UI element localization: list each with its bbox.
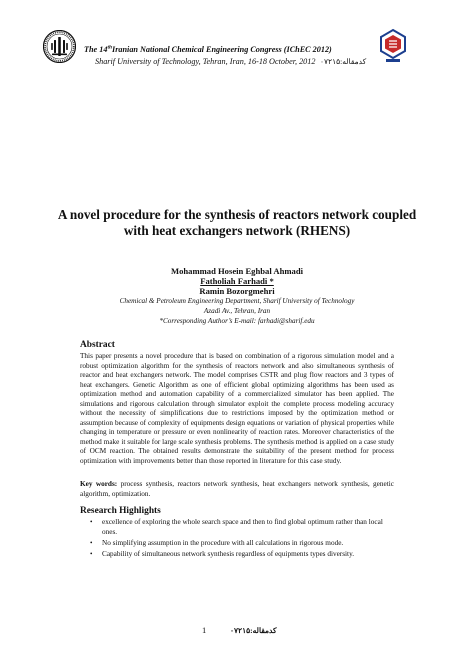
paper-title-line2: with heat exchangers network (RHENS) bbox=[123, 223, 351, 238]
abstract-body: This paper presents a novel procedure that is based on combination of a rigorous simulation model and a robust optimization algorithm for the synthesis of reactors network and also simultaneous synthesis of reactor and heat exchangers network. The model comprises CSTR and plug flow reactors and 3 types of heat exchangers. Genetic Algorithm as one of efficient global optimizing algorithms has been used as optimization method and automation capability of a commercialized simulator has been applied. The simulations and rigorous calculation through simulator exploit the complete process modeling accuracy without the necessity of simplifications due to restrictions imposed by the optimization method or assumption because of complexity of equipments design equations or variation of physical properties while changing in temperature or pressure or even nonlinearity of reaction rates. Moreover characteristics of the method make it suitable for large scale synthesis problems. The synthesis method is applied on a case study of OCM reaction. The obtained results demonstrate the suitability of the present method for process optimization with improvements better than those reported in literature for this case study. bbox=[80, 352, 394, 466]
highlight-text: No simplifying assumption in the procedure with all calculations in rigorous mode. bbox=[102, 538, 344, 547]
author-2: Fatholiah Farhadi * bbox=[200, 276, 274, 286]
keywords-label: Key words: bbox=[80, 480, 118, 488]
highlight-item bbox=[88, 518, 394, 537]
keywords-text: process synthesis, reactors network synthesis, heat exchangers network synthesis, genetic algorithm, optimization. bbox=[80, 480, 394, 498]
congress-title bbox=[84, 42, 332, 55]
bullet-icon: • bbox=[90, 538, 93, 547]
affiliation-department: Chemical & Petroleum Engineering Department, Sharif University of Technology bbox=[119, 297, 355, 305]
page-number: 1 bbox=[202, 625, 207, 635]
highlight-text: Capability of simultaneous network synthesis regardless of equipments types diversity. bbox=[102, 549, 355, 558]
keywords bbox=[80, 480, 394, 499]
affiliation-address: Azadi Av., Tehran, Iran bbox=[203, 307, 271, 315]
bullet-icon: • bbox=[90, 549, 93, 558]
corresponding-author-email: *Corresponding Author’s E-mail: farhadi@sharif.edu bbox=[159, 317, 315, 325]
bullet-icon: • bbox=[90, 518, 93, 526]
paper-title bbox=[40, 207, 434, 239]
congress-title-prefix: The 14 bbox=[84, 44, 108, 54]
footer-paper-code: کدمقاله:۰۷۲۱۵ bbox=[230, 626, 277, 635]
highlights-list bbox=[88, 518, 394, 561]
highlight-item bbox=[88, 550, 394, 560]
congress-title-ordinal: th bbox=[107, 44, 113, 50]
congress-logo-icon bbox=[378, 28, 408, 64]
highlight-text: excellence of exploring the whole search space and then to find global optimum rather than local ones. bbox=[102, 518, 383, 536]
header-paper-code: کدمقاله:۰۷۲۱۵ bbox=[320, 57, 367, 66]
author-1: Mohammad Hosein Eghbal Ahmadi bbox=[170, 266, 304, 276]
congress-title-text: Iranian National Chemical Engineering Congress (IChEC 2012) bbox=[112, 44, 332, 54]
paper-title-line1: A novel procedure for the synthesis of reactors network coupled bbox=[57, 207, 417, 222]
congress-venue: Sharif University of Technology, Tehran, Iran, 16-18 October, 2012 bbox=[95, 57, 316, 66]
sharif-university-logo-icon bbox=[43, 30, 76, 63]
author-3: Ramin Bozorgmehri bbox=[199, 286, 275, 296]
highlight-item bbox=[88, 539, 394, 549]
abstract-heading: Abstract bbox=[80, 340, 115, 350]
highlights-heading: Research Highlights bbox=[80, 506, 161, 516]
